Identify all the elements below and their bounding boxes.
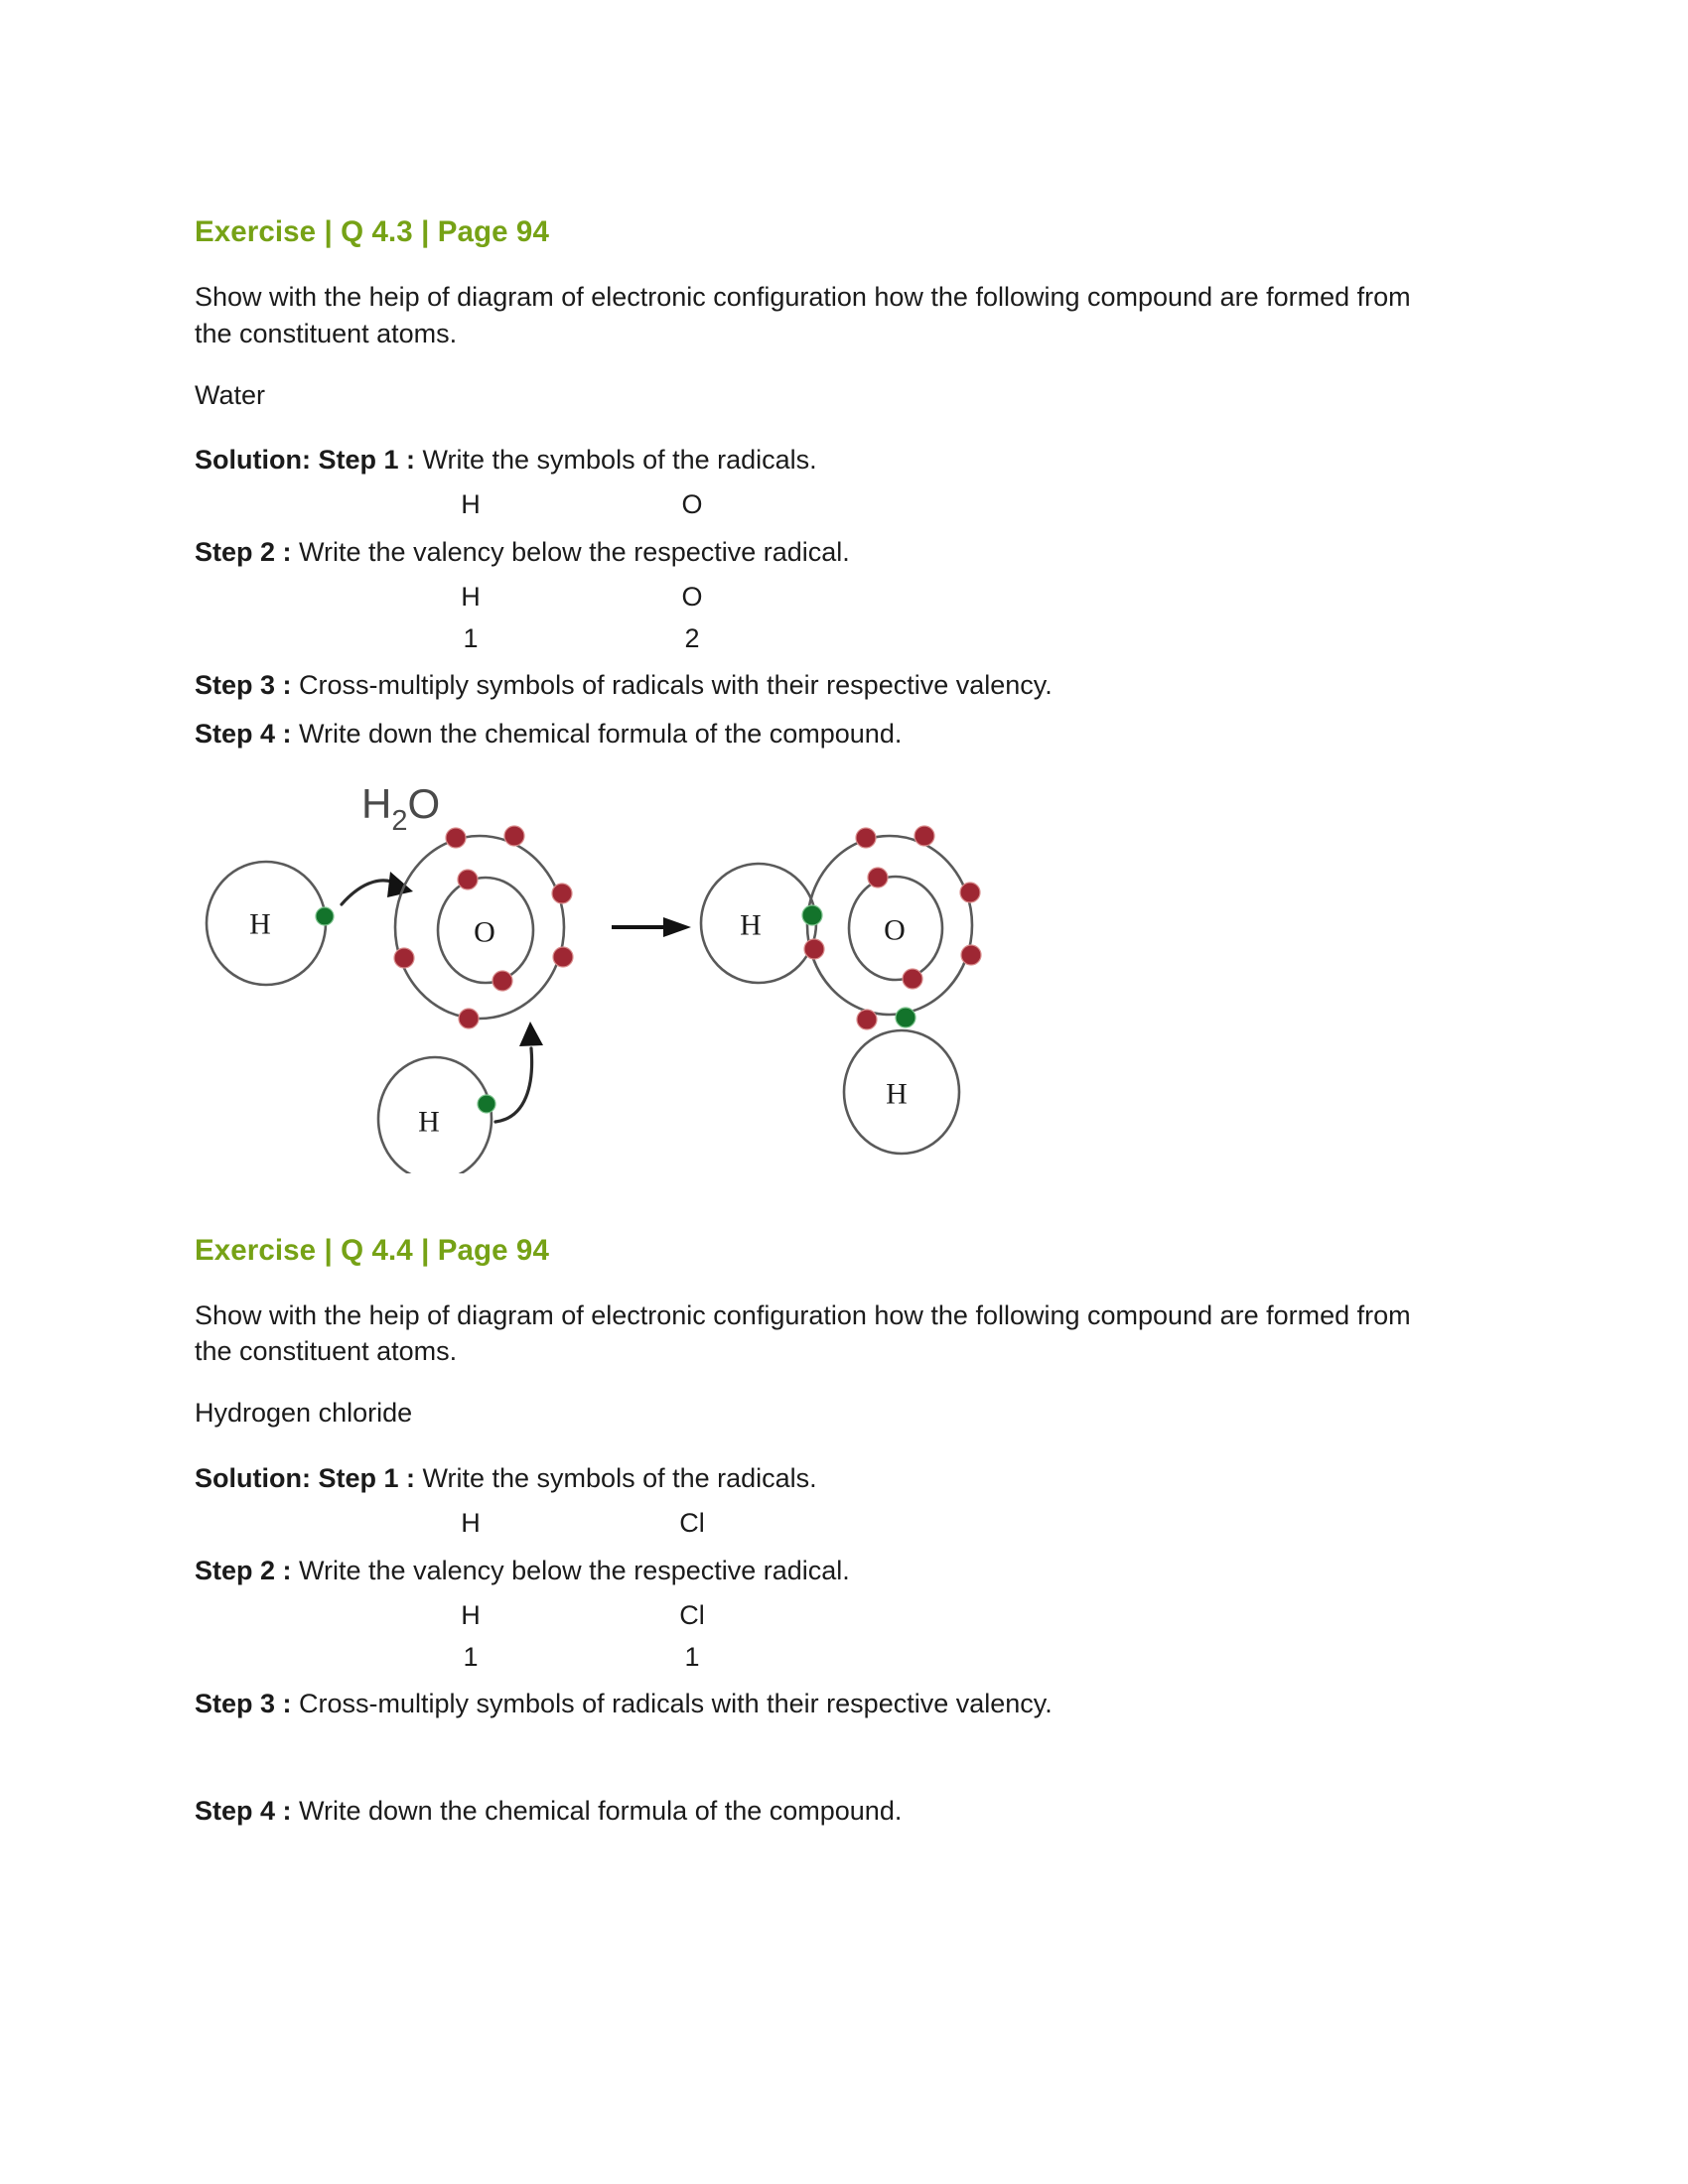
symbol2-right-q43: O bbox=[681, 582, 703, 613]
step1-line-q44 bbox=[195, 1460, 1456, 1496]
step2-bold-q43: Step 2 : bbox=[195, 537, 292, 568]
product-o-outer-electron-3 bbox=[960, 883, 980, 902]
valency-right-q43: 2 bbox=[684, 623, 700, 654]
o-outer-electron-6 bbox=[394, 948, 414, 968]
shared-electron-red-left bbox=[804, 939, 824, 959]
step4-rest-q43: Write down the chemical formula of the compound. bbox=[291, 719, 903, 750]
step2-bold-q44: Step 2 : bbox=[195, 1555, 292, 1585]
symbol-row-1-q44 bbox=[195, 1508, 1456, 1550]
step4-bold-q43: Step 4 : bbox=[195, 719, 292, 750]
step3-rest-q44: Cross-multiply symbols of radicals with their respective valency. bbox=[291, 1688, 1053, 1718]
compound-name-water: Water bbox=[195, 379, 266, 410]
document-content bbox=[195, 0, 1456, 1829]
h-electron-bottom-left bbox=[478, 1095, 495, 1113]
o-outer-electron-3 bbox=[552, 884, 572, 903]
product-o-outer-electron-1 bbox=[856, 828, 876, 848]
h2o-formula-sub: 2 bbox=[391, 804, 408, 837]
h2o-formula-o: O bbox=[407, 779, 441, 827]
valency-row-q44 bbox=[195, 1642, 1456, 1684]
o-outer-electron-1 bbox=[446, 828, 466, 848]
step3-bold-q44: Step 3 : bbox=[195, 1688, 292, 1718]
valency-left-q43: 1 bbox=[463, 623, 479, 654]
step1-rest-q43: Write the symbols of the radicals. bbox=[415, 444, 817, 475]
product-o-inner-electron-1 bbox=[868, 868, 888, 887]
reaction-arrow-head bbox=[663, 917, 691, 937]
exercise-heading-q44: Exercise | Q 4.4 | Page 94 bbox=[195, 1233, 549, 1267]
h2o-electronic-configuration-diagram bbox=[195, 776, 989, 1173]
product-o-outer-electron-2 bbox=[914, 826, 934, 846]
step1-bold-q43: Solution: Step 1 : bbox=[195, 444, 415, 475]
h2o-formula-h: H bbox=[361, 779, 392, 827]
o-outer-electron-5 bbox=[459, 1009, 479, 1028]
question-text-q44: Show with the heip of diagram of electronic configuration how the following compound are formed from the constituent atoms. bbox=[195, 1299, 1411, 1367]
arrow-head-bottom bbox=[519, 1022, 543, 1046]
o-inner-electron-1 bbox=[458, 870, 478, 889]
step3-rest-q43: Cross-multiply symbols of radicals with their respective valency. bbox=[291, 670, 1053, 701]
valency-left-q44: 1 bbox=[463, 1641, 479, 1672]
h2o-formula-label bbox=[361, 780, 440, 837]
symbol-right-q43: O bbox=[681, 489, 703, 520]
shared-electron-green-left bbox=[802, 905, 822, 925]
shared-electron-green-bottom bbox=[896, 1008, 915, 1027]
symbol-row-2-q43 bbox=[195, 582, 1456, 623]
reactant-oxygen bbox=[394, 826, 573, 1028]
o-outer-electron-2 bbox=[504, 826, 524, 846]
h-atom-label-bottom-left: H bbox=[418, 1105, 440, 1139]
symbol-row-1-q43 bbox=[195, 489, 1456, 531]
shared-electron-red-bottom bbox=[857, 1010, 877, 1029]
o-inner-electron-2 bbox=[492, 971, 512, 991]
step3-line-q43 bbox=[195, 667, 1456, 703]
compound-name-hydrogen-chloride: Hydrogen chloride bbox=[195, 1398, 413, 1429]
step1-rest-q44: Write the symbols of the radicals. bbox=[415, 1462, 817, 1493]
step2-line-q43 bbox=[195, 534, 1456, 570]
valency-row-q43 bbox=[195, 623, 1456, 665]
h-electron-top-left bbox=[316, 907, 334, 925]
step2-line-q44 bbox=[195, 1553, 1456, 1588]
reactant-hydrogen-bottom bbox=[378, 1057, 495, 1173]
valency-right-q44: 1 bbox=[684, 1641, 700, 1672]
h-atom-label-top-left: H bbox=[249, 907, 271, 941]
product-o-label: O bbox=[884, 913, 906, 947]
symbol-left-q43: H bbox=[461, 489, 481, 520]
symbol-left-q44: H bbox=[461, 1507, 481, 1538]
product-o-outer-electron-4 bbox=[961, 945, 981, 965]
step3-bold-q43: Step 3 : bbox=[195, 670, 292, 701]
symbol2-right-q44: Cl bbox=[679, 1599, 705, 1630]
product-water-molecule bbox=[701, 826, 981, 1154]
step1-line-q43 bbox=[195, 442, 1456, 478]
reaction-arrow bbox=[612, 917, 691, 937]
symbol2-left-q44: H bbox=[461, 1599, 481, 1630]
symbol-row-2-q44 bbox=[195, 1600, 1456, 1642]
reactant-hydrogen-top bbox=[207, 862, 334, 985]
step4-rest-q44: Write down the chemical formula of the compound. bbox=[291, 1796, 903, 1827]
exercise-heading-q43: Exercise | Q 4.3 | Page 94 bbox=[195, 215, 549, 248]
product-h-label-left: H bbox=[740, 908, 762, 942]
symbol2-left-q43: H bbox=[461, 582, 481, 613]
step4-line-q44 bbox=[195, 1793, 1456, 1829]
step2-rest-q43: Write the valency below the respective radical. bbox=[291, 537, 850, 568]
step4-bold-q44: Step 4 : bbox=[195, 1796, 292, 1827]
step4-line-q43 bbox=[195, 716, 1456, 751]
product-o-inner-electron-2 bbox=[903, 969, 922, 989]
symbol-right-q44: Cl bbox=[679, 1507, 705, 1538]
o-atom-label: O bbox=[474, 915, 495, 949]
product-h-label-bottom: H bbox=[886, 1077, 908, 1111]
step3-line-q44 bbox=[195, 1686, 1456, 1721]
step2-rest-q44: Write the valency below the respective radical. bbox=[291, 1555, 850, 1585]
o-outer-electron-4 bbox=[553, 947, 573, 967]
step1-bold-q44: Solution: Step 1 : bbox=[195, 1462, 415, 1493]
electron-transfer-arrow-bottom bbox=[495, 1022, 543, 1122]
question-text-q43: Show with the heip of diagram of electronic configuration how the following compound are formed from the constituent atoms. bbox=[195, 282, 1411, 348]
